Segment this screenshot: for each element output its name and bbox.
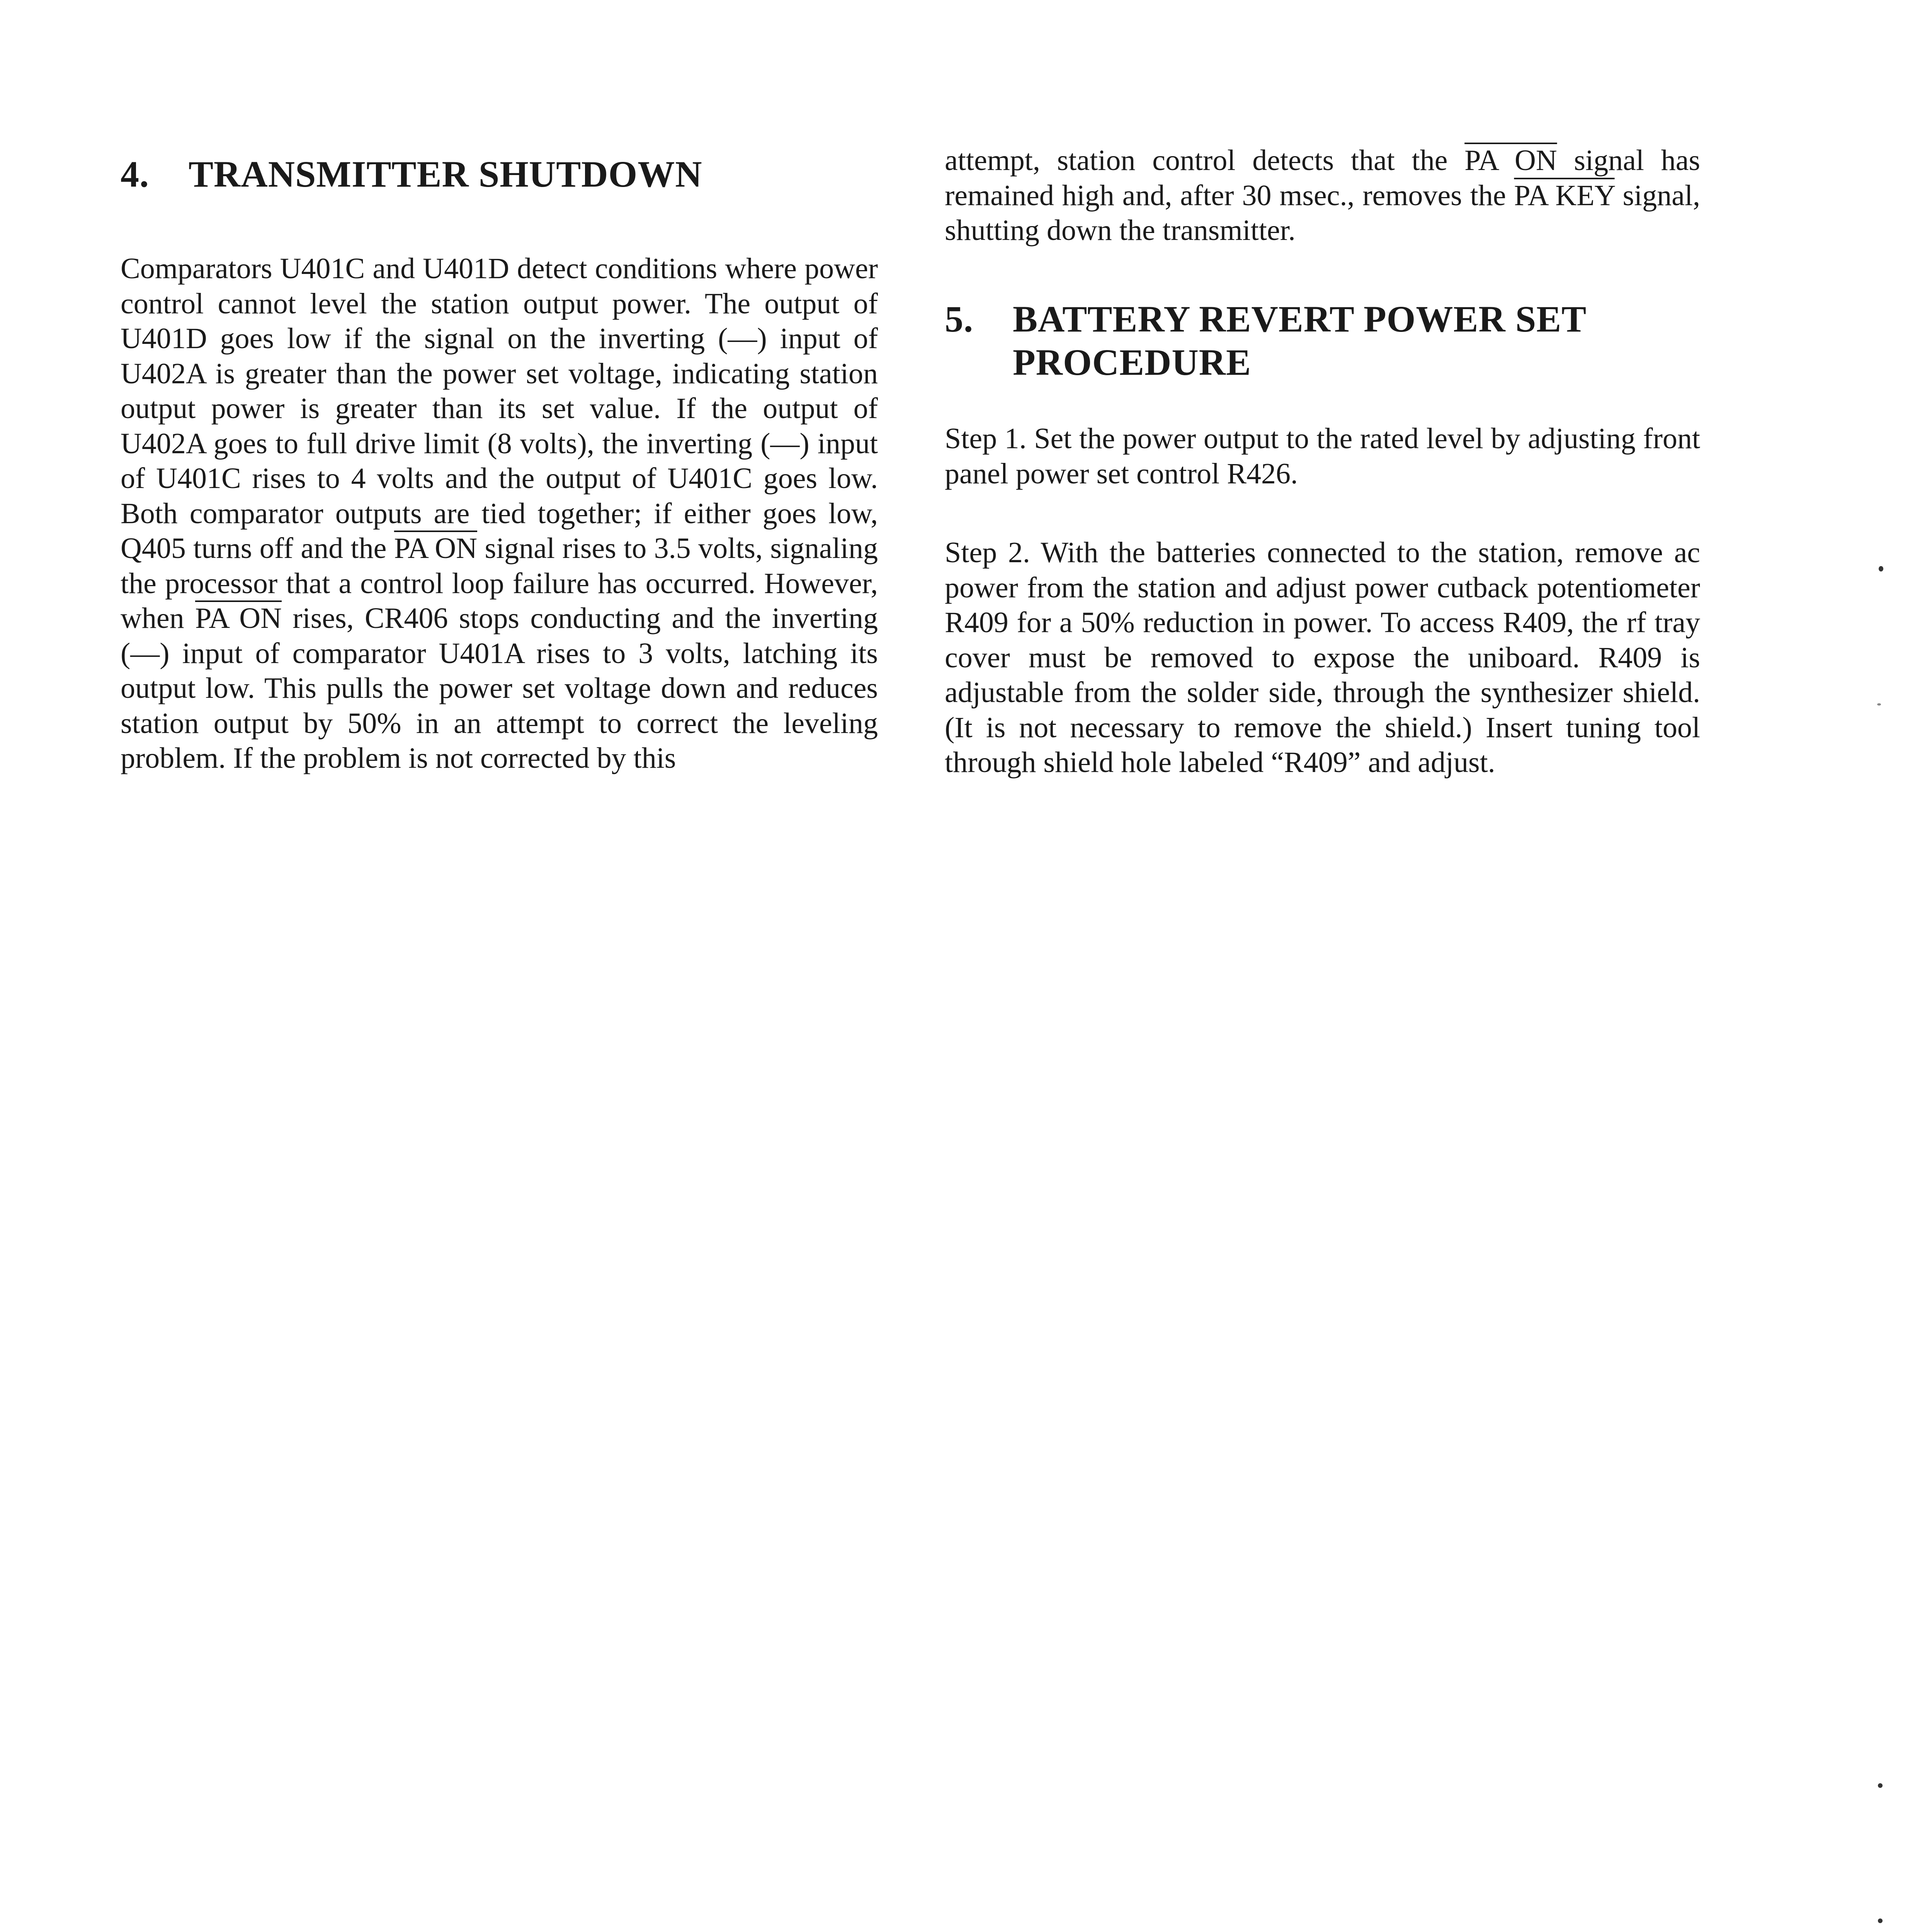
- margin-speck: [1878, 1783, 1883, 1788]
- section-5-number: 5.: [945, 298, 973, 340]
- section-4-number: 4.: [121, 153, 149, 195]
- section-4-title: TRANSMITTER SHUTDOWN: [189, 153, 702, 195]
- body-text-segment: rises, CR406 stops conducting and the inverting (—) input of comparator U401A rises to 3 volts, latching its output low. This pulls the power set voltage down and reduces station output by 50% in an attempt to correct the leveling problem. If the problem is not corrected by this: [121, 602, 878, 774]
- section-4-continuation: [945, 143, 1700, 248]
- margin-speck: [1879, 566, 1883, 571]
- body-text-segment: Comparators U401C and U401D detect conditions where power control cannot level the station output power. The output of U401D goes low if the signal on the inverting (—) input of U402A is greater than the power set voltage, indicating station output power is greater than its set value. If the output of U402A goes to full drive limit (8 volts), the inverting (—) input of U401C rises to 4 volts and the output of U401C goes low. Both comparator outputs are tied together; if either goes low, Q405 turns off and the: [121, 252, 878, 565]
- body-text-segment: attempt, station control detects that the: [945, 144, 1465, 177]
- margin-speck: [1877, 703, 1881, 706]
- overlined-signal-name: PA KEY: [1514, 179, 1615, 212]
- section-4-heading: [121, 153, 702, 196]
- section-5-title-line-1: BATTERY REVERT POWER SET: [1013, 298, 1587, 340]
- margin-speck: [1878, 1918, 1883, 1923]
- overlined-signal-name: PA ON: [195, 602, 282, 634]
- step-2-paragraph: Step 2. With the batteries connected to the station, remove ac power from the station and adjust power cutback potentiometer R409 for a 50% reduction in power. To access R409, the rf tray cover must be removed to expose the uniboard. R409 is adjustable from the solder side, through the synthesizer shield. (It is not necessary to remove the shield.) Insert tuning tool through shield hole labeled “R409” and adjust.: [945, 536, 1700, 779]
- overlined-signal-name: PA ON: [1464, 144, 1557, 177]
- step-1-paragraph: Step 1. Set the power output to the rated level by adjusting front panel power set control R426.: [945, 422, 1700, 490]
- body-text-segment: signal, shutting down the transmitter.: [945, 179, 1701, 247]
- section-5-title-line-2: PROCEDURE: [1013, 342, 1252, 383]
- overlined-signal-name: PA ON: [394, 532, 478, 565]
- body-text-segment: signal rises to 3.5 volts, signaling the processor that a control loop failure has occurred. However, when: [121, 532, 878, 634]
- body-text-segment: signal has remained high and, after 30 msec., removes the: [945, 144, 1700, 212]
- section-4-body: [121, 251, 878, 776]
- section-5-heading: [945, 298, 1587, 384]
